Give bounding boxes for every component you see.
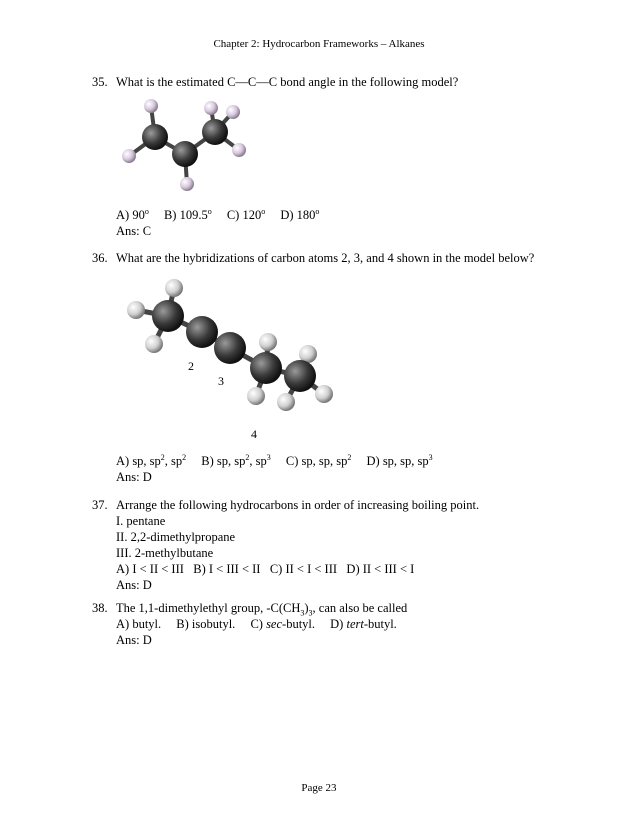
option-a: A) 90$^o$ bbox=[116, 206, 149, 222]
carbon-atom bbox=[142, 124, 168, 150]
question-number: 37. bbox=[92, 498, 108, 512]
carbon-atom bbox=[202, 119, 228, 145]
option-d: D) tert-butyl. bbox=[330, 617, 397, 631]
atom-label-2: 2 bbox=[188, 359, 194, 373]
list-item: I. pentane bbox=[116, 514, 166, 528]
page-header: Chapter 2: Hydrocarbon Frameworks – Alkanes bbox=[213, 38, 425, 50]
list-item: III. 2-methylbutane bbox=[116, 546, 214, 560]
option-b: B) sp, $sp^2$, $sp^3$ bbox=[201, 452, 271, 468]
option-d: D) sp, sp, $sp^3$ bbox=[366, 452, 433, 468]
question-number: 35. bbox=[92, 75, 108, 89]
hydrogen-atom bbox=[127, 301, 145, 319]
answer: Ans: D bbox=[116, 578, 152, 592]
hydrogen-atom bbox=[204, 101, 218, 115]
atom-label-3: 3 bbox=[218, 374, 224, 388]
hydrogen-atom bbox=[144, 99, 158, 113]
carbon-atom bbox=[284, 360, 316, 392]
hydrogen-atom bbox=[122, 149, 136, 163]
carbon-atom bbox=[186, 316, 218, 348]
hydrogen-atom bbox=[315, 385, 333, 403]
question-text: What are the hybridizations of carbon atoms 2, 3, and 4 shown in the model below? bbox=[116, 251, 535, 265]
page-footer: Page 23 bbox=[301, 782, 337, 794]
atom-label-4: 4 bbox=[251, 427, 257, 441]
hydrogen-atom bbox=[232, 143, 246, 157]
question-text: The 1,1-dimethylethyl group, $-C(CH_3)_3$, can also be called bbox=[116, 601, 408, 618]
question-number: 38. bbox=[92, 601, 108, 615]
hydrogen-atom bbox=[247, 387, 265, 405]
list-item: II. 2,2-dimethylpropane bbox=[116, 530, 236, 544]
hydrogen-atom bbox=[277, 393, 295, 411]
answer: Ans: D bbox=[116, 470, 152, 484]
option-c: C) sp, sp, $sp^2$ bbox=[285, 452, 352, 468]
option-c: C) sec-butyl. bbox=[250, 617, 316, 631]
propene-ball-and-stick-model bbox=[115, 92, 255, 197]
option-a: A) butyl. bbox=[116, 617, 162, 631]
hydrogen-atom bbox=[145, 335, 163, 353]
question-text: Arrange the following hydrocarbons in order of increasing boiling point. bbox=[116, 498, 480, 512]
option-d: D) 180$^o$ bbox=[280, 206, 320, 222]
hydrogen-atom bbox=[226, 105, 240, 119]
hydrocarbon-ball-and-stick-model bbox=[118, 272, 348, 444]
question-text: What is the estimated C—C—C bond angle in the following model? bbox=[116, 75, 459, 89]
hydrogen-atom bbox=[180, 177, 194, 191]
options: A) I < II < III B) I < III < II C) II < I < III D) II < III < I bbox=[116, 562, 415, 576]
carbon-atom bbox=[250, 352, 282, 384]
carbon-atom bbox=[152, 300, 184, 332]
hydrogen-atom bbox=[165, 279, 183, 297]
question-number: 36. bbox=[92, 251, 108, 265]
option-b: B) isobutyl. bbox=[176, 617, 236, 631]
carbon-atom bbox=[172, 141, 198, 167]
carbon-atom bbox=[214, 332, 246, 364]
answer: Ans: C bbox=[116, 224, 152, 238]
answer: Ans: D bbox=[116, 633, 152, 647]
hydrogen-atom bbox=[259, 333, 277, 351]
option-b: B) 109.5$^o$ bbox=[163, 206, 212, 222]
option-a: A) sp, $sp^2$, $sp^2$ bbox=[116, 452, 187, 468]
option-c: C) 120$^o$ bbox=[226, 206, 266, 222]
